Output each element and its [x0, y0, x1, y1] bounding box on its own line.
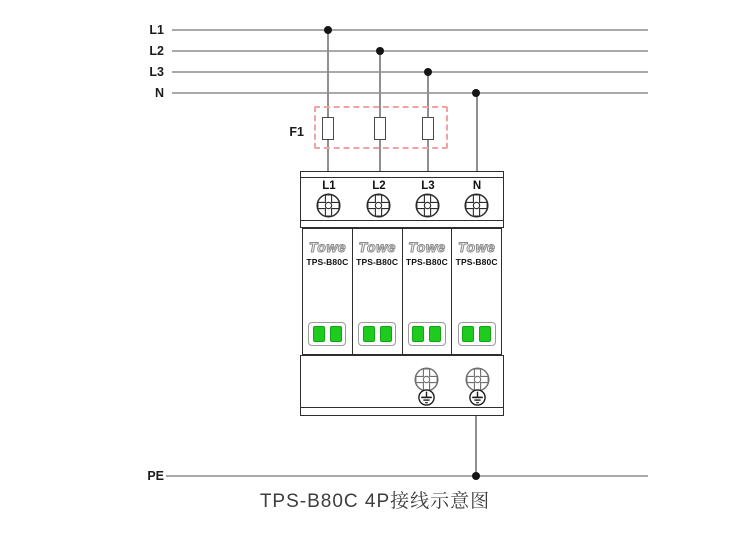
earth-ground-icon: [469, 389, 486, 406]
strip-divider: [301, 407, 503, 408]
fuse-group-label: F1: [289, 125, 304, 139]
screw-terminal-icon: [316, 193, 341, 218]
fuse-icon: [374, 117, 386, 140]
green-led: [313, 326, 325, 342]
device-bottom-terminal-strip: [300, 355, 504, 416]
spd-module-2: [353, 229, 403, 354]
fuse-icon: [322, 117, 334, 140]
bus-label-l1: L1: [149, 23, 164, 37]
junction-dot-pe: [472, 472, 480, 480]
green-led: [462, 326, 474, 342]
junction-dot-l2: [376, 47, 384, 55]
brand-logo: Towe: [308, 239, 346, 255]
bus-label-l2: L2: [149, 44, 164, 58]
bus-line-n: [172, 92, 648, 94]
status-indicator-window: [308, 322, 346, 346]
green-led: [363, 326, 375, 342]
brand-logo: Towe: [358, 239, 396, 255]
drop-wire-l1: [327, 30, 329, 171]
device-top-terminal-strip: [300, 171, 504, 228]
spd-module-3: [403, 229, 453, 354]
model-label: TPS-B80C: [356, 257, 399, 267]
green-led: [479, 326, 491, 342]
bus-label-l3: L3: [149, 65, 164, 79]
strip-divider: [301, 220, 503, 221]
spd-module-1: [303, 229, 353, 354]
screw-terminal-icon: [415, 193, 440, 218]
green-led: [380, 326, 392, 342]
green-led: [330, 326, 342, 342]
junction-dot-l3: [424, 68, 432, 76]
brand-logo: Towe: [457, 239, 496, 255]
status-indicator-window: [358, 322, 396, 346]
terminal-label-l1: L1: [322, 180, 336, 192]
bus-line-pe: [166, 475, 648, 477]
model-label: TPS-B80C: [405, 257, 448, 267]
fuse-icon: [422, 117, 434, 140]
spd-module-4: [452, 229, 501, 354]
device-module-row: [302, 228, 502, 355]
model-label: TPS-B80C: [455, 257, 498, 267]
bus-line-l2: [172, 50, 648, 52]
earth-ground-icon: [418, 389, 435, 406]
status-indicator-window: [408, 322, 446, 346]
green-led: [412, 326, 424, 342]
diagram-caption: TPS-B80C 4P接线示意图: [259, 491, 491, 512]
screw-terminal-icon: [366, 193, 391, 218]
status-indicator-window: [458, 322, 496, 346]
junction-dot-n: [472, 89, 480, 97]
bus-label-n: N: [154, 86, 164, 100]
terminal-label-l2: L2: [372, 180, 386, 192]
junction-dot-l1: [324, 26, 332, 34]
terminal-label-l3: L3: [421, 180, 435, 192]
strip-divider: [301, 177, 503, 178]
drop-wire-n: [476, 93, 478, 171]
bus-label-pe: PE: [147, 469, 164, 483]
model-label: TPS-B80C: [306, 257, 349, 267]
bus-line-l1: [172, 29, 648, 31]
green-led: [429, 326, 441, 342]
screw-terminal-icon: [464, 193, 489, 218]
terminal-label-n: N: [472, 180, 482, 192]
drop-wire-pe: [475, 416, 477, 476]
bus-line-l3: [172, 71, 648, 73]
brand-logo: Towe: [408, 239, 446, 255]
